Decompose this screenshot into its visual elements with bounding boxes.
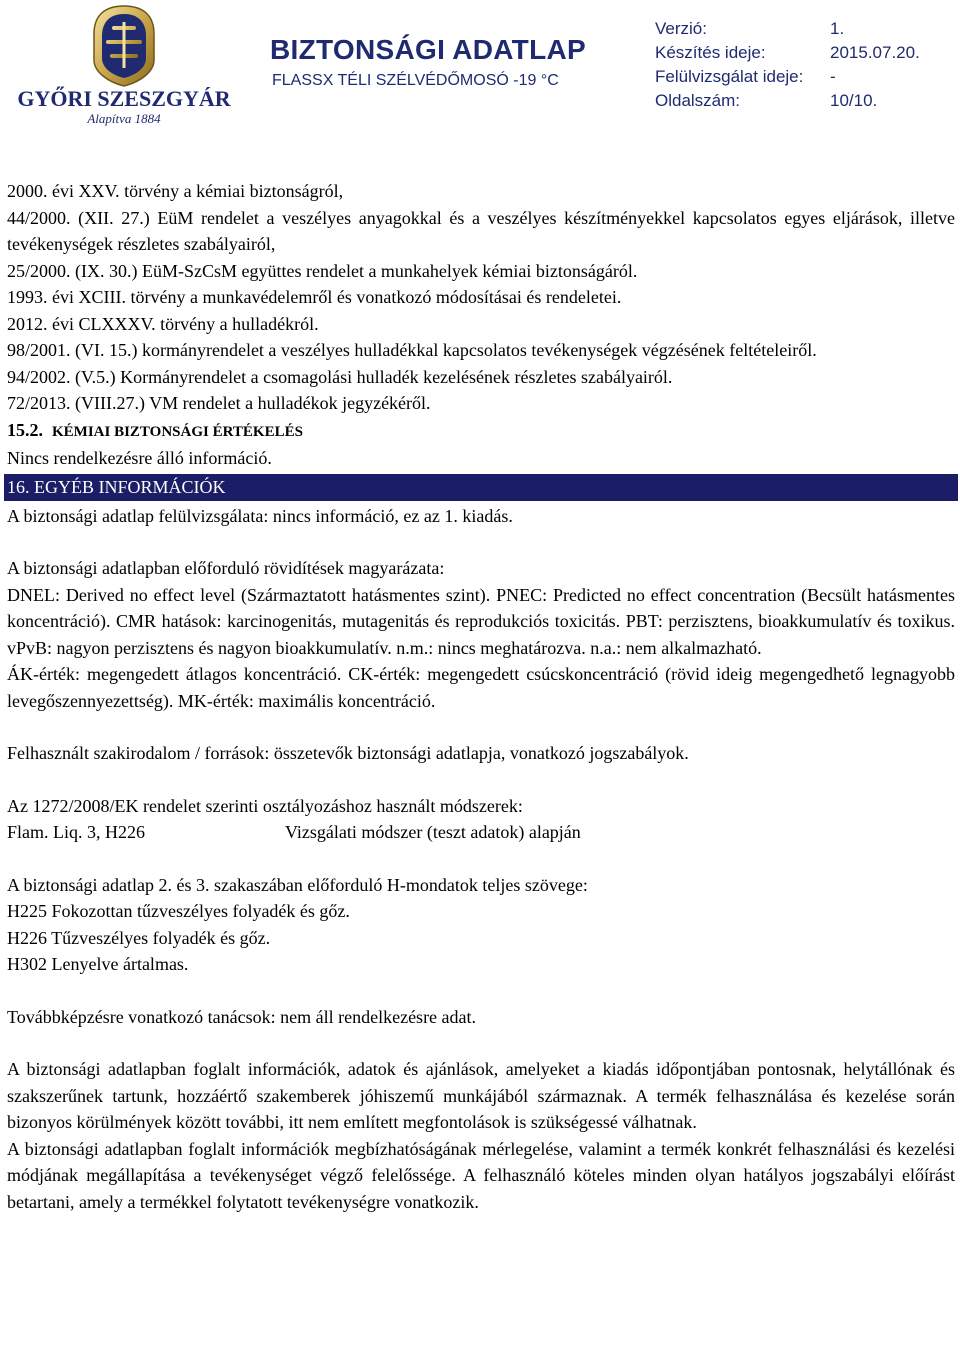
spacer <box>7 1030 955 1056</box>
meta-key: Oldalszám: <box>655 91 741 110</box>
meta-value: 2015.07.20. <box>830 43 920 62</box>
section-number: 15.2. <box>7 419 43 440</box>
h-statement: H302 Lenyelve ártalmas. <box>7 954 189 974</box>
training-advice: Továbbképzésre vonatkozó tanácsok: nem áll rendelkezésre adat. <box>7 1006 477 1027</box>
meta-key: Készítés ideje: <box>655 43 766 62</box>
spacer <box>7 846 955 872</box>
document-body <box>7 178 955 1215</box>
disclaimer-paragraph: A biztonsági adatlapban foglalt információk megbízhatóságának mérlegelése, valamint a termék konkrét felhasználási és kezelési módjának megállapítása a tevékenységet végző felelőssége. A felhasználó köteles minden olyan hatályos jogszabályi előírást betartani, amely a termékkel folytatott tevékenységre vonatkozik. <box>7 1138 955 1212</box>
meta-value: 10/10. <box>830 91 878 110</box>
legislation-list <box>7 178 955 417</box>
classification-method: Vizsgálati módszer (teszt adatok) alapján <box>285 822 581 842</box>
classification-row <box>7 819 955 846</box>
meta-value: 1. <box>830 19 845 38</box>
h-statement: H225 Fokozottan tűzveszélyes folyadék és gőz. <box>7 901 350 921</box>
meta-value: - <box>830 67 836 86</box>
spacer <box>7 978 955 1004</box>
meta-page-number <box>655 89 920 113</box>
law-item: 2012. évi CLXXXV. törvény a hulladékról. <box>7 313 319 334</box>
section-15-2-text: Nincs rendelkezésre álló információ. <box>7 448 272 468</box>
spacer <box>7 714 955 740</box>
spacer <box>7 767 955 793</box>
law-item: 2000. évi XXV. törvény a kémiai biztonságról, <box>7 181 344 201</box>
svg-text:GYŐRI SZESZGYÁR: GYŐRI SZESZGYÁR <box>17 86 231 111</box>
meta-key: Verzió: <box>655 19 707 38</box>
document-meta <box>655 17 920 113</box>
law-item: 25/2000. (IX. 30.) EüM-SzCsM együttes rendelet a munkahelyek kémiai biztonságáról. <box>7 260 638 281</box>
h-statement: H226 Tűzveszélyes folyadék és gőz. <box>7 927 271 948</box>
document-title: BIZTONSÁGI ADATLAP <box>270 34 586 65</box>
meta-key: Felülvizsgálat ideje: <box>655 67 804 86</box>
meta-created <box>655 41 920 65</box>
company-logo <box>4 2 244 127</box>
page-header <box>0 0 960 140</box>
law-item: 72/2013. (VIII.27.) VM rendelet a hulladékok jegyzékéről. <box>7 393 431 413</box>
meta-version <box>655 17 920 41</box>
disclaimer-paragraph: A biztonsági adatlapban foglalt információk, adatok és ajánlások, amelyeket a kiadás időpontjában pontosnak, helytállónak és szakszerűnek tartunk, hozzáértő szakemberek jóhiszemű munkájából származnak. A termék felhasználása és kezelése során bizonyos körülmények között további, itt nem említett megfontolások is szükségessé válhatnak. <box>7 1059 955 1132</box>
literature-sources: Felhasznált szakirodalom / források: összetevők biztonsági adatlapja, vonatkozó jogszabályok. <box>7 743 689 763</box>
h-statements-heading: A biztonsági adatlap 2. és 3. szakaszában előforduló H-mondatok teljes szövege: <box>7 874 588 895</box>
law-item: 94/2002. (V.5.) Kormányrendelet a csomagolási hulladék kezelésének részletes szabályairól. <box>7 366 673 387</box>
classification-heading: Az 1272/2008/EK rendelet szerinti osztályozáshoz használt módszerek: <box>7 795 523 816</box>
section-title: KÉMIAI BIZTONSÁGI ÉRTÉKELÉS <box>52 423 303 440</box>
section-15-2-heading <box>7 417 955 446</box>
law-item: 44/2000. (XII. 27.) EüM rendelet a veszélyes anyagokkal és a veszélyes készítményekkel kapcsolatos egyes eljárások, illetve tevékenységek részletes szabályairól, <box>7 207 955 254</box>
law-item: 1993. évi XCIII. törvény a munkavédelemről és vonatkozó módosításai és rendeletei. <box>7 287 622 307</box>
classification-label: Flam. Liq. 3, H226 <box>7 822 145 842</box>
svg-text:Alapítva 1884: Alapítva 1884 <box>87 111 161 126</box>
section-16-heading: 16. EGYÉB INFORMÁCIÓK <box>4 474 958 501</box>
law-item: 98/2001. (VI. 15.) kormányrendelet a veszélyes hulladékkal kapcsolatos tevékenységek végzésének feltételeiről. <box>7 340 817 360</box>
review-info: A biztonsági adatlap felülvizsgálata: nincs információ, ez az 1. kiadás. <box>7 505 513 526</box>
abbreviations-heading: A biztonsági adatlapban előforduló rövidítések magyarázata: <box>7 558 445 578</box>
product-name: FLASSX TÉLI SZÉLVÉDŐMOSÓ -19 °C <box>272 72 559 89</box>
meta-reviewed <box>655 65 920 89</box>
limit-values-text: ÁK-érték: megengedett átlagos koncentráció. CK-érték: megengedett csúcskoncentráció (rövid ideig megengedhető legnagyobb levegőszennyezettség). MK-érték: maximális koncentráció. <box>7 664 955 711</box>
abbreviations-text: DNEL: Derived no effect level (Származtatott hatásmentes szint). PNEC: Predicted no effect concentration (Becsült hatásmentes koncentráció). CMR hatások: karcinogenitás, mutagenitás és reprodukciós toxicitás. PBT: perzisztens, bioakkumulatív és toxikus. vPvB: nagyon perzisztens és nagyon bioakkumulatív. n.m.: nincs meghatározva. n.a.: nem alkalmazható. <box>7 584 955 658</box>
spacer <box>7 529 955 555</box>
